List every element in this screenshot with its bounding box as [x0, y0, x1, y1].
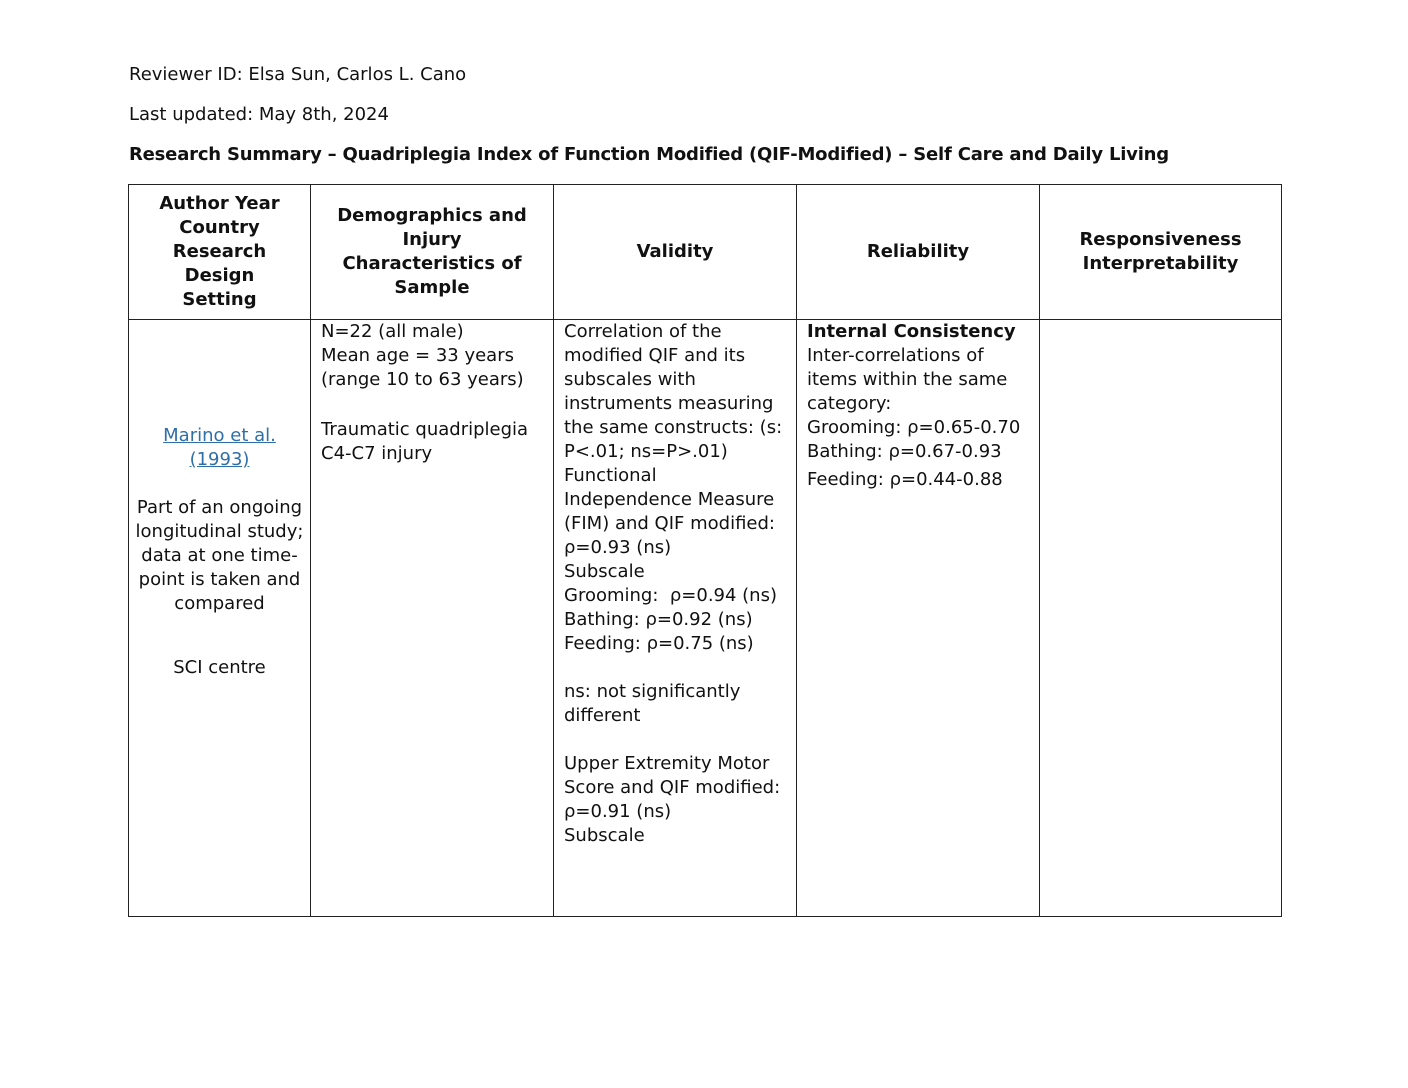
- research-summary-table: [128, 184, 1282, 917]
- header-validity: Validity: [554, 185, 797, 320]
- reliability-grooming: Grooming: ρ=0.65-0.70: [807, 417, 1021, 438]
- header-line: Design: [184, 265, 255, 286]
- header-line: Setting: [182, 289, 257, 310]
- validity-grooming: Grooming: ρ=0.94 (ns): [564, 585, 777, 606]
- author-cell: [129, 320, 311, 917]
- study-setting: SCI centre: [173, 657, 266, 678]
- study-link-marino[interactable]: Marino et al. (1993): [163, 425, 276, 470]
- validity-uems: Upper Extremity Motor Score and QIF modified: ρ=0.91 (ns): [564, 753, 781, 822]
- validity-subscale-label: Subscale: [564, 561, 645, 582]
- header-line: Country: [179, 217, 260, 238]
- injury-type: Traumatic quadriplegia C4-C7 injury: [321, 419, 529, 464]
- mean-age: Mean age = 33 years (range 10 to 63 years): [321, 345, 524, 390]
- header-demographics: [311, 185, 554, 320]
- validity-ns-note: ns: not significantly different: [564, 681, 741, 726]
- table-row: [129, 320, 1282, 917]
- header-line: Interpretability: [1082, 253, 1239, 274]
- header-line: Characteristics of: [342, 253, 522, 274]
- header-line: Research: [172, 241, 267, 262]
- document-title: Research Summary – Quadriplegia Index of Function Modified (QIF-Modified) – Self Care and Daily Living: [129, 144, 1169, 165]
- reliability-cell: [797, 320, 1040, 917]
- reviewer-id: Reviewer ID: Elsa Sun, Carlos L. Cano: [129, 64, 467, 85]
- validity-cell: [554, 320, 797, 917]
- validity-intro: Correlation of the modified QIF and its subscales with instruments measuring the same constructs: (s: P<.01; ns=P>.01): [564, 321, 783, 462]
- validity-bathing: Bathing: ρ=0.92 (ns): [564, 609, 753, 630]
- header-line: Responsiveness: [1079, 229, 1242, 250]
- header-line: Demographics and: [337, 205, 527, 226]
- reliability-bathing: Bathing: ρ=0.67-0.93: [807, 441, 1002, 462]
- header-author-year: [129, 185, 311, 320]
- validity-fim: Functional Independence Measure (FIM) and QIF modified: ρ=0.93 (ns): [564, 465, 775, 558]
- last-updated: Last updated: May 8th, 2024: [129, 104, 389, 125]
- table-header-row: [129, 185, 1282, 320]
- header-reliability: Reliability: [797, 185, 1040, 320]
- header-line: Injury: [402, 229, 462, 250]
- reliability-feeding: Feeding: ρ=0.44-0.88: [807, 469, 1003, 490]
- responsiveness-cell: [1040, 320, 1282, 917]
- reliability-intro: Inter-correlations of items within the same category:: [807, 345, 1008, 414]
- validity-feeding: Feeding: ρ=0.75 (ns): [564, 633, 754, 654]
- header-responsiveness: [1040, 185, 1282, 320]
- research-design: Part of an ongoing longitudinal study; data at one time-point is taken and compared: [135, 497, 304, 614]
- validity-subscale-label-2: Subscale: [564, 825, 645, 846]
- sample-size: N=22 (all male): [321, 321, 464, 342]
- reliability-heading: Internal Consistency: [807, 321, 1016, 342]
- header-line: Sample: [394, 277, 470, 298]
- demographics-cell: [311, 320, 554, 917]
- header-line: Author Year: [159, 193, 280, 214]
